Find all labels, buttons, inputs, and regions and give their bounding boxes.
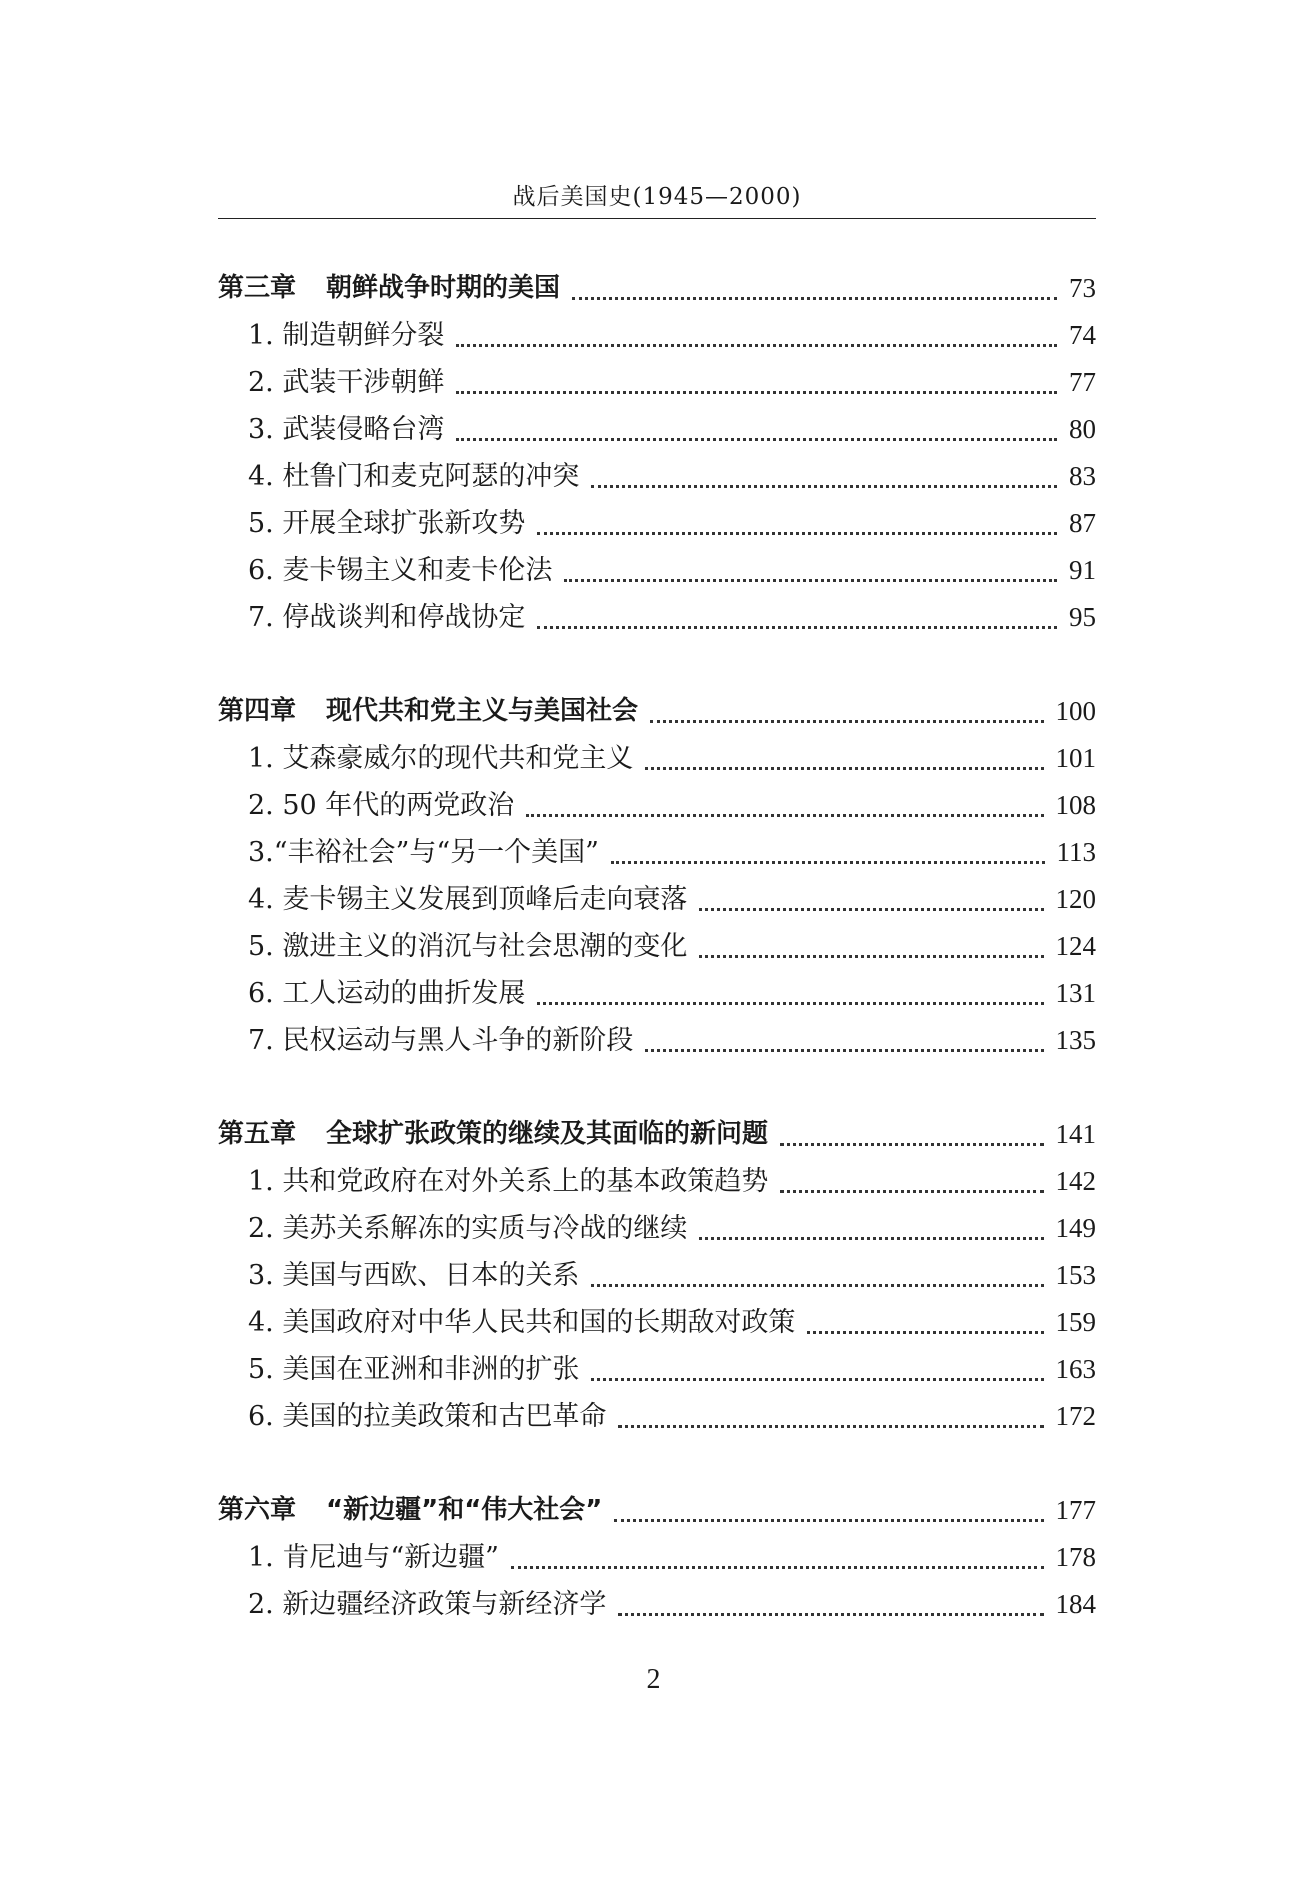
dot-leader xyxy=(456,344,1057,347)
dot-leader xyxy=(699,955,1043,958)
dot-leader xyxy=(780,1143,1043,1146)
dot-leader xyxy=(618,1613,1043,1616)
page-number: 124 xyxy=(1055,931,1096,961)
toc-entry[interactable] xyxy=(218,359,1096,406)
dot-leader xyxy=(645,1049,1043,1052)
page-number: 178 xyxy=(1055,1542,1096,1572)
table-of-contents xyxy=(218,265,1096,1675)
toc-chapter xyxy=(218,1487,1096,1628)
toc-entry[interactable] xyxy=(218,453,1096,500)
section-title: 2. 50 年代的两党政治 xyxy=(248,790,515,821)
section-title: 7. 民权运动与黑人斗争的新阶段 xyxy=(248,1025,634,1056)
toc-entry[interactable] xyxy=(218,970,1096,1017)
page-number: 142 xyxy=(1055,1166,1096,1196)
toc-entry[interactable] xyxy=(218,735,1096,782)
toc-entry[interactable] xyxy=(218,547,1096,594)
dot-leader xyxy=(614,1519,1043,1522)
toc-entry[interactable] xyxy=(218,406,1096,453)
toc-chapter xyxy=(218,688,1096,1064)
section-title: 6. 美国的拉美政策和古巴革命 xyxy=(248,1401,607,1432)
toc-entry[interactable] xyxy=(218,1534,1096,1581)
toc-chapter xyxy=(218,265,1096,641)
section-title: 5. 开展全球扩张新攻势 xyxy=(248,508,526,539)
section-title: 4. 美国政府对中华人民共和国的长期敌对政策 xyxy=(248,1307,796,1338)
dot-leader xyxy=(456,438,1057,441)
dot-leader xyxy=(572,297,1057,300)
toc-entry[interactable] xyxy=(218,1158,1096,1205)
dot-leader xyxy=(650,720,1043,723)
page-number: 83 xyxy=(1069,461,1096,491)
section-title: 1. 肯尼迪与“新边疆” xyxy=(248,1542,499,1573)
section-title: 1. 共和党政府在对外关系上的基本政策趋势 xyxy=(248,1166,769,1197)
dot-leader xyxy=(699,908,1043,911)
section-title: 1. 制造朝鲜分裂 xyxy=(248,320,445,351)
page-number: 95 xyxy=(1069,602,1096,632)
toc-entry[interactable] xyxy=(218,312,1096,359)
section-title: 3. 美国与西欧、日本的关系 xyxy=(248,1260,580,1291)
chapter-heading[interactable] xyxy=(218,1487,1096,1534)
page-number: 141 xyxy=(1055,1119,1096,1149)
section-title: 6. 麦卡锡主义和麦卡伦法 xyxy=(248,555,553,586)
chapter-title: “新边疆”和“伟大社会” xyxy=(326,1495,603,1525)
section-title: 1. 艾森豪威尔的现代共和党主义 xyxy=(248,743,634,774)
toc-entry[interactable] xyxy=(218,923,1096,970)
chapter-title: 朝鲜战争时期的美国 xyxy=(326,273,561,303)
chapter-number: 第五章 xyxy=(218,1119,297,1149)
dot-leader xyxy=(526,814,1043,817)
toc-entry[interactable] xyxy=(218,1252,1096,1299)
toc-entry[interactable] xyxy=(218,829,1096,876)
page-number: 184 xyxy=(1055,1589,1096,1619)
toc-entry[interactable] xyxy=(218,1299,1096,1346)
dot-leader xyxy=(537,532,1057,535)
dot-leader xyxy=(537,1002,1043,1005)
chapter-heading[interactable] xyxy=(218,1111,1096,1158)
chapter-heading[interactable] xyxy=(218,688,1096,735)
dot-leader xyxy=(780,1190,1043,1193)
dot-leader xyxy=(807,1331,1043,1334)
dot-leader xyxy=(456,391,1057,394)
dot-leader xyxy=(511,1566,1044,1569)
page-number: 131 xyxy=(1055,978,1096,1008)
toc-entry[interactable] xyxy=(218,1346,1096,1393)
toc-entry[interactable] xyxy=(218,1205,1096,1252)
section-title: 6. 工人运动的曲折发展 xyxy=(248,978,526,1009)
toc-chapter xyxy=(218,1111,1096,1440)
toc-entry[interactable] xyxy=(218,500,1096,547)
dot-leader xyxy=(611,861,1045,864)
toc-entry[interactable] xyxy=(218,1393,1096,1440)
section-title: 5. 美国在亚洲和非洲的扩张 xyxy=(248,1354,580,1385)
page-number: 135 xyxy=(1055,1025,1096,1055)
page-number: 80 xyxy=(1069,414,1096,444)
dot-leader xyxy=(618,1425,1043,1428)
section-title: 7. 停战谈判和停战协定 xyxy=(248,602,526,633)
page-number: 149 xyxy=(1055,1213,1096,1243)
page-number: 163 xyxy=(1055,1354,1096,1384)
section-title: 3.“丰裕社会”与“另一个美国” xyxy=(248,837,599,868)
page-number: 101 xyxy=(1055,743,1096,773)
dot-leader xyxy=(591,1378,1043,1381)
section-title: 4. 杜鲁门和麦克阿瑟的冲突 xyxy=(248,461,580,492)
dot-leader xyxy=(537,626,1057,629)
page-number: 74 xyxy=(1069,320,1096,350)
dot-leader xyxy=(699,1237,1043,1240)
chapter-title: 全球扩张政策的继续及其面临的新问题 xyxy=(326,1119,769,1149)
toc-entry[interactable] xyxy=(218,876,1096,923)
toc-entry[interactable] xyxy=(218,782,1096,829)
chapter-number: 第六章 xyxy=(218,1495,297,1525)
section-title: 2. 新边疆经济政策与新经济学 xyxy=(248,1589,607,1620)
page-number: 159 xyxy=(1055,1307,1096,1337)
toc-entry[interactable] xyxy=(218,1017,1096,1064)
page-number: 77 xyxy=(1069,367,1096,397)
toc-entry[interactable] xyxy=(218,594,1096,641)
page-number: 108 xyxy=(1055,790,1096,820)
page-number: 100 xyxy=(1055,696,1096,726)
dot-leader xyxy=(591,1284,1043,1287)
page-folio: 2 xyxy=(646,1664,661,1695)
dot-leader xyxy=(564,579,1057,582)
dot-leader xyxy=(645,767,1043,770)
section-title: 2. 美苏关系解冻的实质与冷战的继续 xyxy=(248,1213,688,1244)
dot-leader xyxy=(591,485,1057,488)
page-number: 113 xyxy=(1056,837,1096,867)
chapter-number: 第四章 xyxy=(218,696,297,726)
page-number: 73 xyxy=(1069,273,1096,303)
section-title: 3. 武装侵略台湾 xyxy=(248,414,445,445)
section-title: 2. 武装干涉朝鲜 xyxy=(248,367,445,398)
page-number: 172 xyxy=(1055,1401,1096,1431)
chapter-title: 现代共和党主义与美国社会 xyxy=(326,696,639,726)
page-number: 87 xyxy=(1069,508,1096,538)
page-number: 91 xyxy=(1069,555,1096,585)
page-number: 153 xyxy=(1055,1260,1096,1290)
section-title: 4. 麦卡锡主义发展到顶峰后走向衰落 xyxy=(248,884,688,915)
header-rule xyxy=(218,218,1096,219)
section-title: 5. 激进主义的消沉与社会思潮的变化 xyxy=(248,931,688,962)
toc-entry[interactable] xyxy=(218,1581,1096,1628)
page-number: 120 xyxy=(1055,884,1096,914)
running-header: 战后美国史(1945—2000) xyxy=(512,184,802,210)
chapter-heading[interactable] xyxy=(218,265,1096,312)
page-number: 177 xyxy=(1055,1495,1096,1525)
chapter-number: 第三章 xyxy=(218,273,297,303)
